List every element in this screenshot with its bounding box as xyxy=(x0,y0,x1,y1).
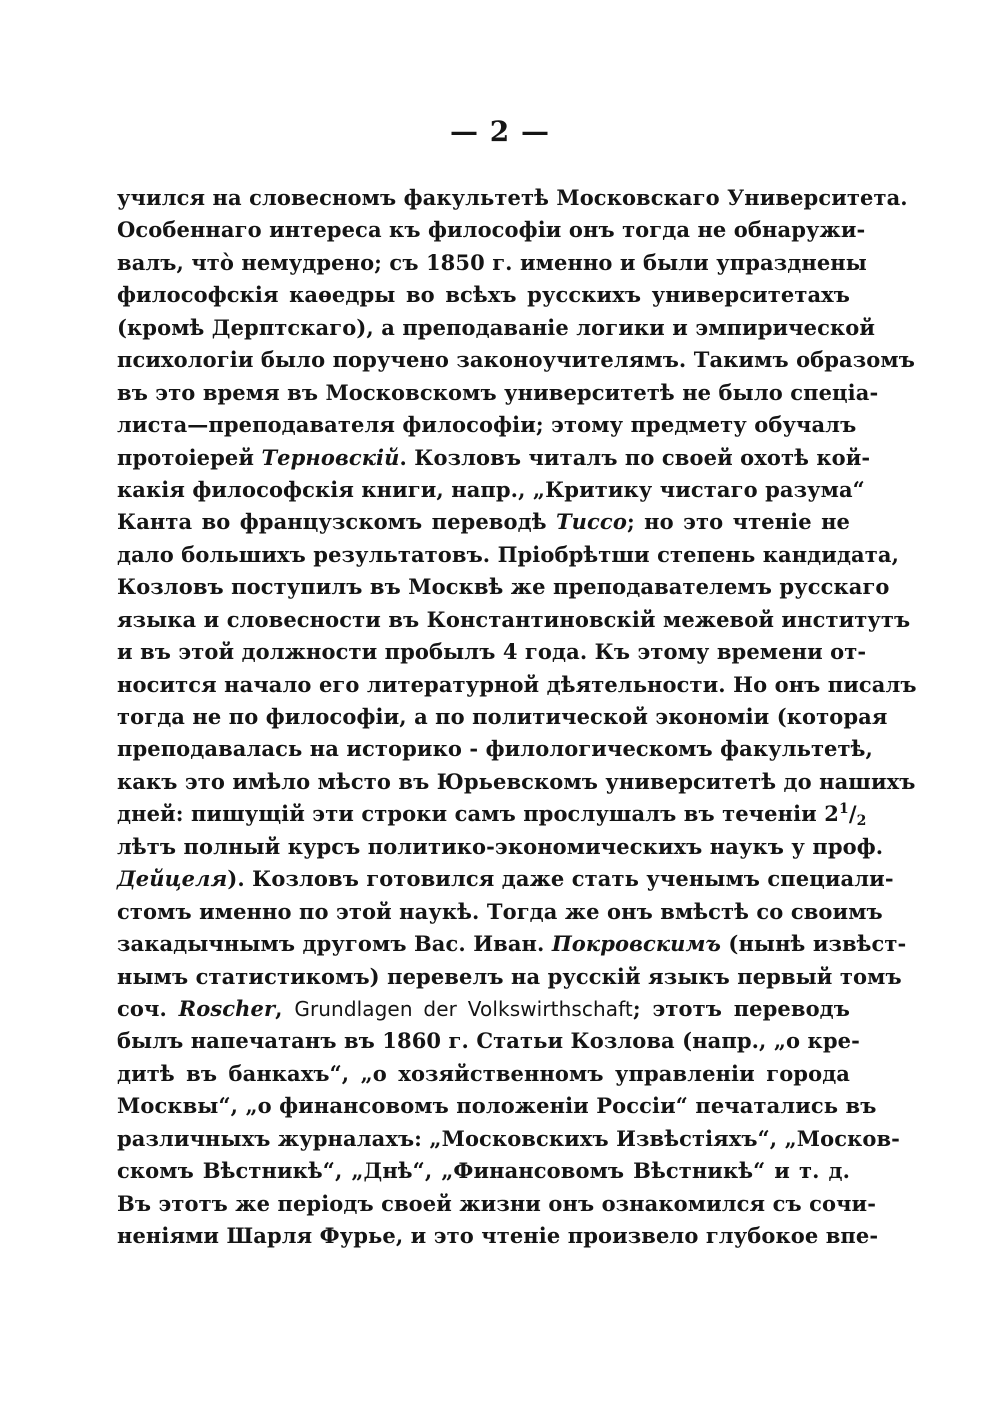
text-run: психологіи было поручено законоучителямъ. Такимъ образомъ xyxy=(117,347,915,373)
italic-name: Тиссо xyxy=(555,509,627,535)
text-run: какія философскія книги, напр., „Критику чистаго разума“ xyxy=(117,476,865,502)
text-run: и въ этой должности пробылъ 4 года. Къ этому времени от- xyxy=(117,639,867,665)
text-line xyxy=(117,409,857,441)
text-run: стомъ именно по этой наукѣ. Тогда же онъ вмѣстѣ со своимъ xyxy=(117,898,883,924)
text-run: листа—преподавателя философіи; этому предмету обучалъ xyxy=(117,412,857,438)
text-run: Канта во французскомъ переводѣ xyxy=(117,509,556,535)
text-run: языка и словесности въ Константиновскій межевой институтъ xyxy=(117,606,911,632)
text-line xyxy=(117,798,867,830)
text-run: нымъ статистикомъ) перевелъ на русскій языкъ первый томъ xyxy=(117,963,902,989)
text-line xyxy=(117,214,866,246)
text-run: носится начало его литературной дѣятельности. Но онъ писалъ xyxy=(117,671,917,697)
text-run: Особеннаго интереса къ философіи онъ тогда не обнаружи- xyxy=(117,217,866,243)
text-line xyxy=(117,344,915,376)
text-run: (кромѣ Дерптскаго), а преподаваніе логики и эмпирической xyxy=(117,314,876,340)
text-line xyxy=(117,474,865,506)
text-run: философскія каѳедры во всѣхъ русскихъ университетахъ xyxy=(117,282,850,308)
page-number: — 2 — xyxy=(450,115,550,148)
body-text xyxy=(117,182,917,1252)
text-run: ; этотъ переводъ xyxy=(632,995,850,1021)
text-line xyxy=(117,928,907,960)
text-line xyxy=(117,279,850,311)
text-run: (нынѣ извѣст- xyxy=(721,931,907,957)
text-line xyxy=(117,539,899,571)
text-run: лѣтъ полный курсъ политико-экономическихъ наукъ у проф. xyxy=(117,833,884,859)
italic-name: Дейцеля xyxy=(117,866,228,892)
text-line xyxy=(117,733,873,765)
text-run: тогда не по философіи, а по политической экономіи (которая xyxy=(117,704,888,729)
text-run: неніями Шарля Фурье, и это чтеніе произвело глубокое впе- xyxy=(117,1223,879,1248)
text-line xyxy=(117,961,902,993)
text-line xyxy=(117,1188,877,1220)
text-line xyxy=(117,1220,879,1252)
italic-name: Покровскимъ xyxy=(551,931,721,957)
text-run: валъ, что̀ немудрено; съ 1850 г. именно и были упразднены xyxy=(117,249,867,275)
text-run: различныхъ журналахъ: „Московскихъ Извѣстіяхъ“, „Москов- xyxy=(117,1125,900,1151)
text-run: скомъ Вѣстникѣ“, „Днѣ“, „Финансовомъ Вѣстникѣ“ и т. д. xyxy=(117,1158,850,1184)
text-run: закадычнымъ другомъ Вас. Иван. xyxy=(117,931,552,957)
text-run: . Козловъ читалъ по своей охотѣ кой- xyxy=(399,444,871,470)
text-run: Козловъ поступилъ въ Москвѣ же преподавателемъ русскаго xyxy=(117,574,890,600)
text-run: соч. xyxy=(117,995,179,1021)
italic-name: Roscher xyxy=(178,995,276,1021)
text-line xyxy=(117,831,884,863)
text-run: дней: пишущій эти строки самъ прослушалъ въ теченіи 2 xyxy=(117,801,839,827)
fraction-denominator: 2 xyxy=(856,813,867,830)
text-line xyxy=(117,993,850,1025)
text-line xyxy=(117,247,867,279)
italic-name: Терновскій xyxy=(261,444,400,470)
text-line xyxy=(117,604,911,636)
text-line xyxy=(117,701,888,733)
text-run: Въ этотъ же періодъ своей жизни онъ ознакомился съ сочи- xyxy=(117,1190,877,1216)
text-run: дитѣ въ банкахъ“, „о хозяйственномъ управленіи города xyxy=(117,1060,850,1086)
text-run: учился на словесномъ факультетѣ Московскаго Университета. xyxy=(117,185,908,210)
text-run: ; но это чтеніе не xyxy=(626,509,850,535)
text-line xyxy=(117,377,879,409)
text-line xyxy=(117,506,850,538)
text-run: Москвы“, „о финансовомъ положеніи Россіи“ печатались въ xyxy=(117,1093,877,1119)
text-run: былъ напечатанъ въ 1860 г. Статьи Козлова (напр., „о кре- xyxy=(117,1028,860,1054)
text-run: / xyxy=(848,801,857,827)
text-line xyxy=(117,636,867,668)
text-line xyxy=(117,1025,860,1057)
latin-title: Grundlagen der Volkswirthschaft xyxy=(294,996,633,1021)
text-run: протоіерей xyxy=(117,444,262,470)
text-line xyxy=(117,182,908,214)
text-run: ). Козловъ готовился даже стать ученымъ специали- xyxy=(227,866,894,892)
text-line xyxy=(117,896,883,928)
text-run: какъ это имѣло мѣсто въ Юрьевскомъ университетѣ до нашихъ xyxy=(117,768,916,794)
text-run: , xyxy=(275,995,295,1021)
text-line xyxy=(117,863,894,895)
text-line xyxy=(117,766,916,798)
text-run: въ это время въ Московскомъ университетѣ не было спеціа- xyxy=(117,379,879,405)
text-line xyxy=(117,1058,850,1090)
text-line xyxy=(117,1090,877,1122)
text-line xyxy=(117,571,890,603)
text-line xyxy=(117,669,917,701)
text-line xyxy=(117,442,871,474)
text-run: преподавалась на историко - филологическомъ факультетѣ, xyxy=(117,736,873,762)
text-line xyxy=(117,1155,850,1187)
text-run: дало большихъ результатовъ. Пріобрѣтши степень кандидата, xyxy=(117,541,899,567)
text-line xyxy=(117,312,876,344)
fraction-numerator: 1 xyxy=(838,801,849,818)
text-line xyxy=(117,1123,900,1155)
